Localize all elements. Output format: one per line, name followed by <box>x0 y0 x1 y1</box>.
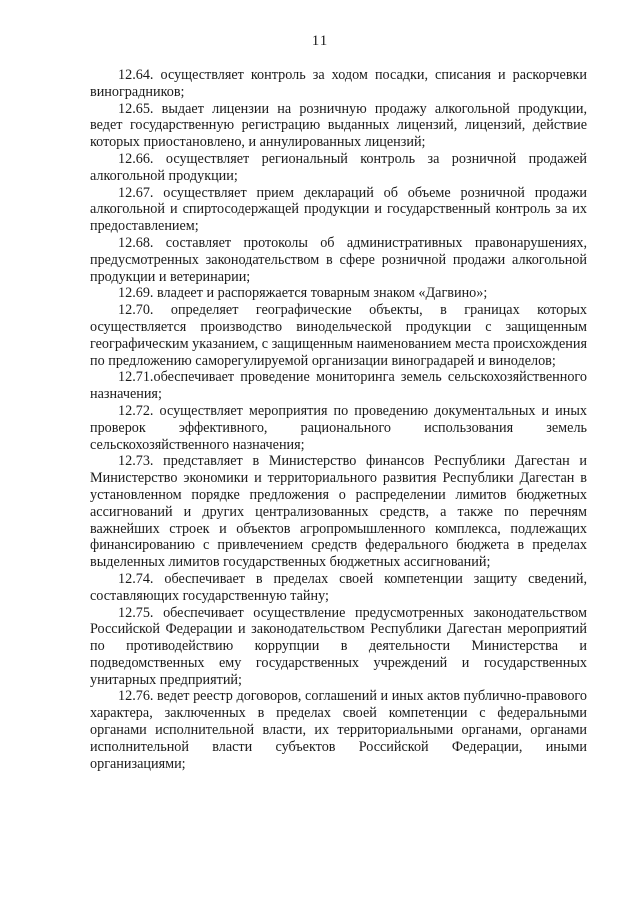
paragraph-12-68: 12.68. составляет протоколы об административных правонарушениях, предусмотренных законодательством в сфере розничной продажи алкогольной продукции и ветеринарии; <box>90 234 587 285</box>
paragraph-12-70: 12.70. определяет географические объекты, в границах которых осуществляется производство винодельческой продукции с защищенным географическим указанием, с защищенным наименованием места происхождения по предложению саморегулируемой организации виноградарей и виноделов; <box>90 302 587 369</box>
page-number: 11 <box>311 33 329 49</box>
paragraph-12-69: 12.69. владеет и распоряжается товарным знаком «Дагвино»; <box>118 285 488 302</box>
paragraph-12-66: 12.66. осуществляет региональный контроль за розничной продажей алкогольной продукции; <box>90 150 587 184</box>
paragraph-12-64: 12.64. осуществляет контроль за ходом посадки, списания и раскорчевки виноградников; <box>90 67 587 100</box>
document-body <box>90 67 587 772</box>
paragraph-12-71: 12.71.обеспечивает проведение мониторинга земель сельскохозяйственного назначения; <box>90 369 587 403</box>
paragraph-12-72: 12.72. осуществляет мероприятия по проведению документальных и иных проверок эффективного, рационального использования земель сельскохозяйственного назначения; <box>90 402 587 453</box>
paragraph-12-65: 12.65. выдает лицензии на розничную продажу алкогольной продукции, ведет государственную регистрацию выданных лицензий, лицензий, действие которых приостановлено, и аннулированных лицензий; <box>90 100 587 151</box>
paragraph-12-75: 12.75. обеспечивает осуществление предусмотренных законодательством Российской Федерации и законодательством Республики Дагестан мероприятий по противодействию коррупции в деятельности Министерства и подведомственных ему государственных учреждений и государственных унитарных предприятий; <box>90 604 587 688</box>
paragraph-12-67: 12.67. осуществляет прием деклараций об объеме розничной продажи алкогольной и спиртосодержащей продукции и государственный контроль за их предоставлением; <box>90 184 587 235</box>
paragraph-12-74: 12.74. обеспечивает в пределах своей компетенции защиту сведений, составляющих государственную тайну; <box>90 570 587 604</box>
paragraph-12-73: 12.73. представляет в Министерство финансов Республики Дагестан и Министерство экономики и территориального развития Республики Дагестан в установленном порядке предложения о распределении лимитов бюджетных ассигнований и других централизованных средств, а также по перечням важнейших строек и объектов агропромышленного комплекса, подлежащих финансированию с привлечением средств федерального бюджета в пределах выделенных лимитов государственных бюджетных ассигнований; <box>90 453 587 571</box>
paragraph-12-76: 12.76. ведет реестр договоров, соглашений и иных актов публично-правового характера, заключенных в пределах своей компетенции с федеральными органами исполнительной власти, их территориальными органами, органами исполнительной власти субъектов Российской Федерации, иными организациями; <box>90 688 587 772</box>
